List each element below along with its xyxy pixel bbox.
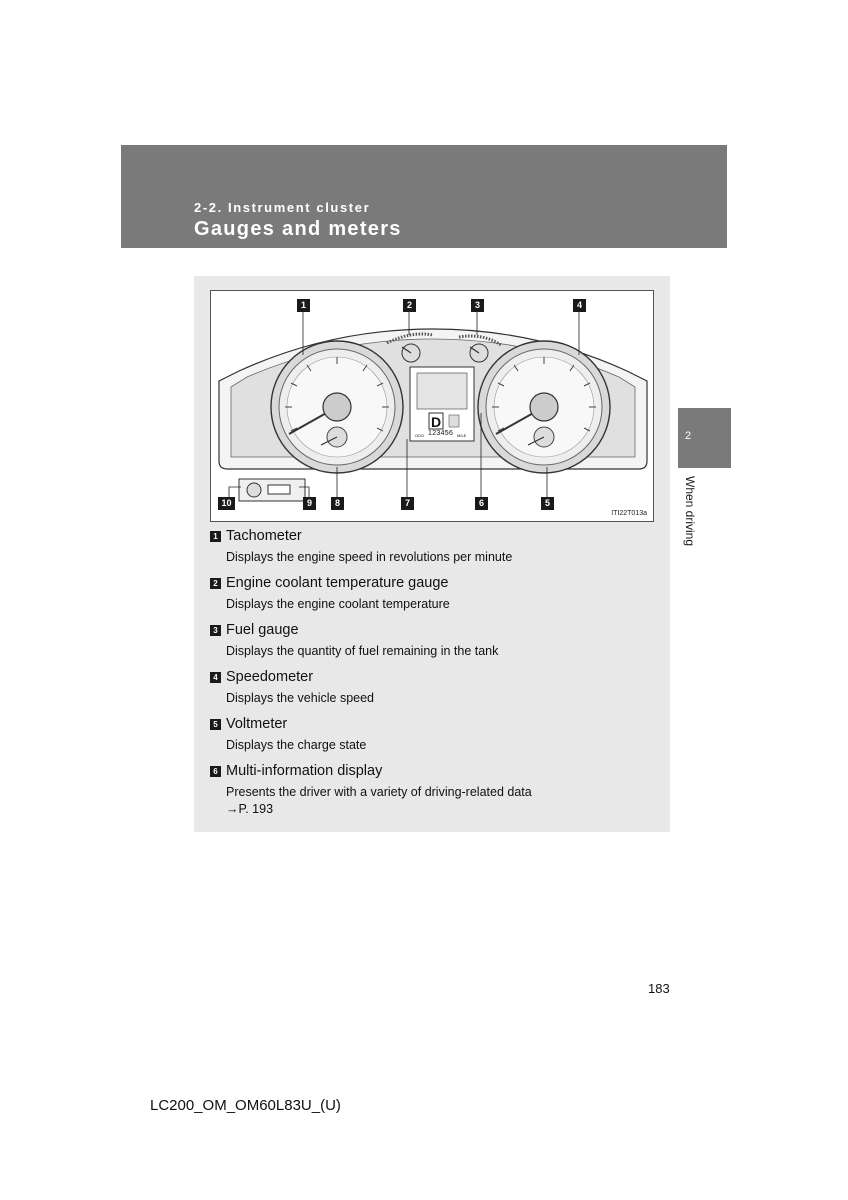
item-title: Tachometer [226, 528, 302, 544]
gear-indicator: D [431, 414, 442, 430]
chapter-tab-label: When driving [683, 476, 697, 547]
item-description: Presents the driver with a variety of driving-related data [226, 785, 532, 799]
callout-6: 6 [475, 497, 488, 510]
callout-2: 2 [403, 299, 416, 312]
item-title: Voltmeter [226, 716, 288, 732]
item-title: Engine coolant temperature gauge [226, 575, 449, 591]
item-description: Displays the vehicle speed [226, 691, 374, 705]
list-item [210, 714, 650, 761]
callout-8: 8 [331, 497, 344, 510]
bottom-switch-panel [239, 479, 305, 501]
item-number: 1 [210, 531, 221, 542]
page-reference-link[interactable]: →P. 193 [226, 802, 274, 816]
instrument-cluster-figure [210, 290, 654, 522]
odo-unit: MILE [457, 433, 467, 438]
page-number: 183 [648, 981, 670, 996]
callout-1: 1 [297, 299, 310, 312]
figure-code: ITI22T013a [611, 510, 647, 517]
callout-4: 4 [573, 299, 586, 312]
item-number: 4 [210, 672, 221, 683]
chapter-tab-number: 2 [684, 430, 692, 442]
item-number: 5 [210, 719, 221, 730]
list-item [210, 761, 650, 821]
item-title: Fuel gauge [226, 622, 299, 638]
odo-prefix: ODO [415, 433, 425, 438]
item-list [210, 526, 650, 821]
callout-7: 7 [401, 497, 414, 510]
odometer-readout: 123456 [428, 430, 454, 437]
list-item [210, 573, 650, 620]
callout-5: 5 [541, 497, 554, 510]
item-description: Displays the engine coolant temperature [226, 597, 450, 611]
header-band [121, 145, 727, 248]
speedometer-gauge [478, 341, 610, 473]
item-description: Displays the engine speed in revolutions per minute [226, 550, 513, 564]
page-title: Gauges and meters [194, 218, 402, 240]
list-item [210, 620, 650, 667]
tachometer-gauge [271, 341, 403, 473]
item-description: Displays the charge state [226, 738, 367, 752]
callout-9: 9 [303, 497, 316, 510]
callout-10: 10 [218, 497, 235, 510]
item-number: 3 [210, 625, 221, 636]
content-box [194, 276, 670, 832]
item-number: 6 [210, 766, 221, 777]
list-item [210, 526, 650, 573]
section-label: 2-2. Instrument cluster [194, 200, 371, 215]
item-title: Multi-information display [226, 763, 383, 779]
document-code: LC200_OM_OM60L83U_(U) [150, 1097, 341, 1114]
item-title: Speedometer [226, 669, 314, 685]
item-description: Displays the quantity of fuel remaining in the tank [226, 644, 499, 658]
item-number: 2 [210, 578, 221, 589]
instrument-cluster-illustration [211, 291, 655, 523]
callout-3: 3 [471, 299, 484, 312]
chapter-tab[interactable] [678, 408, 731, 468]
list-item [210, 667, 650, 714]
